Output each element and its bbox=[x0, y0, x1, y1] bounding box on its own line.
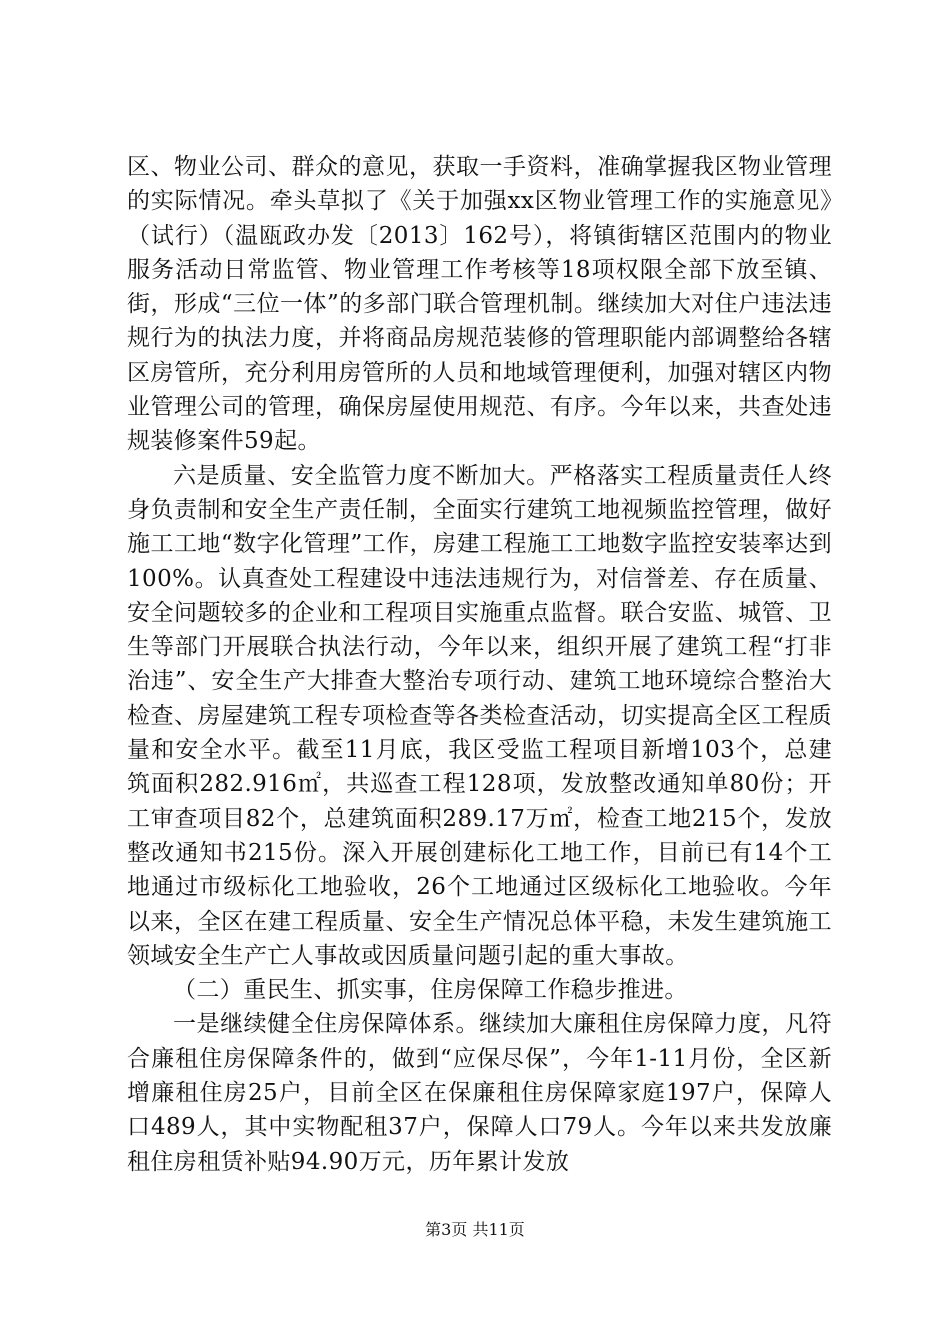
paragraph-housing-system: 一是继续健全住房保障体系。继续加大廉租住房保障力度，凡符合廉租住房保障条件的，做到“应保尽保”，今年1-11月份，全区新增廉租住房25户，目前全区在保廉租住房保障家庭197户，保障人口489人，其中实物配租37户，保障人口79人。今年以来共发放廉租住房租赁补贴94.90万元，历年累计发放 bbox=[127, 1011, 832, 1175]
document-body bbox=[127, 150, 832, 1179]
page-footer: 第3页 共11页 bbox=[425, 1220, 525, 1239]
section-heading-housing-security: （二）重民生、抓实事，住房保障工作稳步推进。 bbox=[173, 977, 688, 1004]
paragraph-quality-safety: 六是质量、安全监管力度不断加大。严格落实工程质量责任人终身负责制和安全生产责任制，全面实行建筑工地视频监控管理，做好施工工地“数字化管理”工作，房建工程施工工地数字监控安装率达到100%。认真查处工程建设中违法违规行为，对信誉差、存在质量、安全问题较多的企业和工程项目实施重点监督。联合安监、城管、卫生等部门开展联合执法行动，今年以来，组织开展了建筑工程“打非治违”、安全生产大排查大整治专项行动、建筑工地环境综合整治大检查、房屋建筑工程专项检查等各类检查活动，切实提高全区工程质量和安全水平。截至11月底，我区受监工程项目新增103个，总建筑面积282.916㎡，共巡查工程128项，发放整改通知单80份；开工审查项目82个，总建筑面积289.17万㎡，检查工地215个，发放整改通知书215份。深入开展创建标化工地工作，目前已有14个工地通过市级标化工地验收，26个工地通过区级标化工地验收。今年以来，全区在建工程质量、安全生产情况总体平稳，未发生建筑施工领域安全生产亡人事故或因质量问题引起的重大事故。 bbox=[127, 462, 832, 969]
paragraph-property-management: 区、物业公司、群众的意见，获取一手资料，准确掌握我区物业管理的实际情况。牵头草拟了《关于加强xx区物业管理工作的实施意见》（试行）（温瓯政办发〔2013〕162号），将镇街辖区范围内的物业服务活动日常监管、物业管理工作考核等18项权限全部下放至镇、街，形成“三位一体”的多部门联合管理机制。继续加大对住户违法违规行为的执法力度，并将商品房规范装修的管理职能内部调整给各辖区房管所，充分利用房管所的人员和地域管理便利，加强对辖区内物业管理公司的管理，确保房屋使用规范、有序。今年以来，共查处违规装修案件59起。 bbox=[127, 154, 832, 455]
